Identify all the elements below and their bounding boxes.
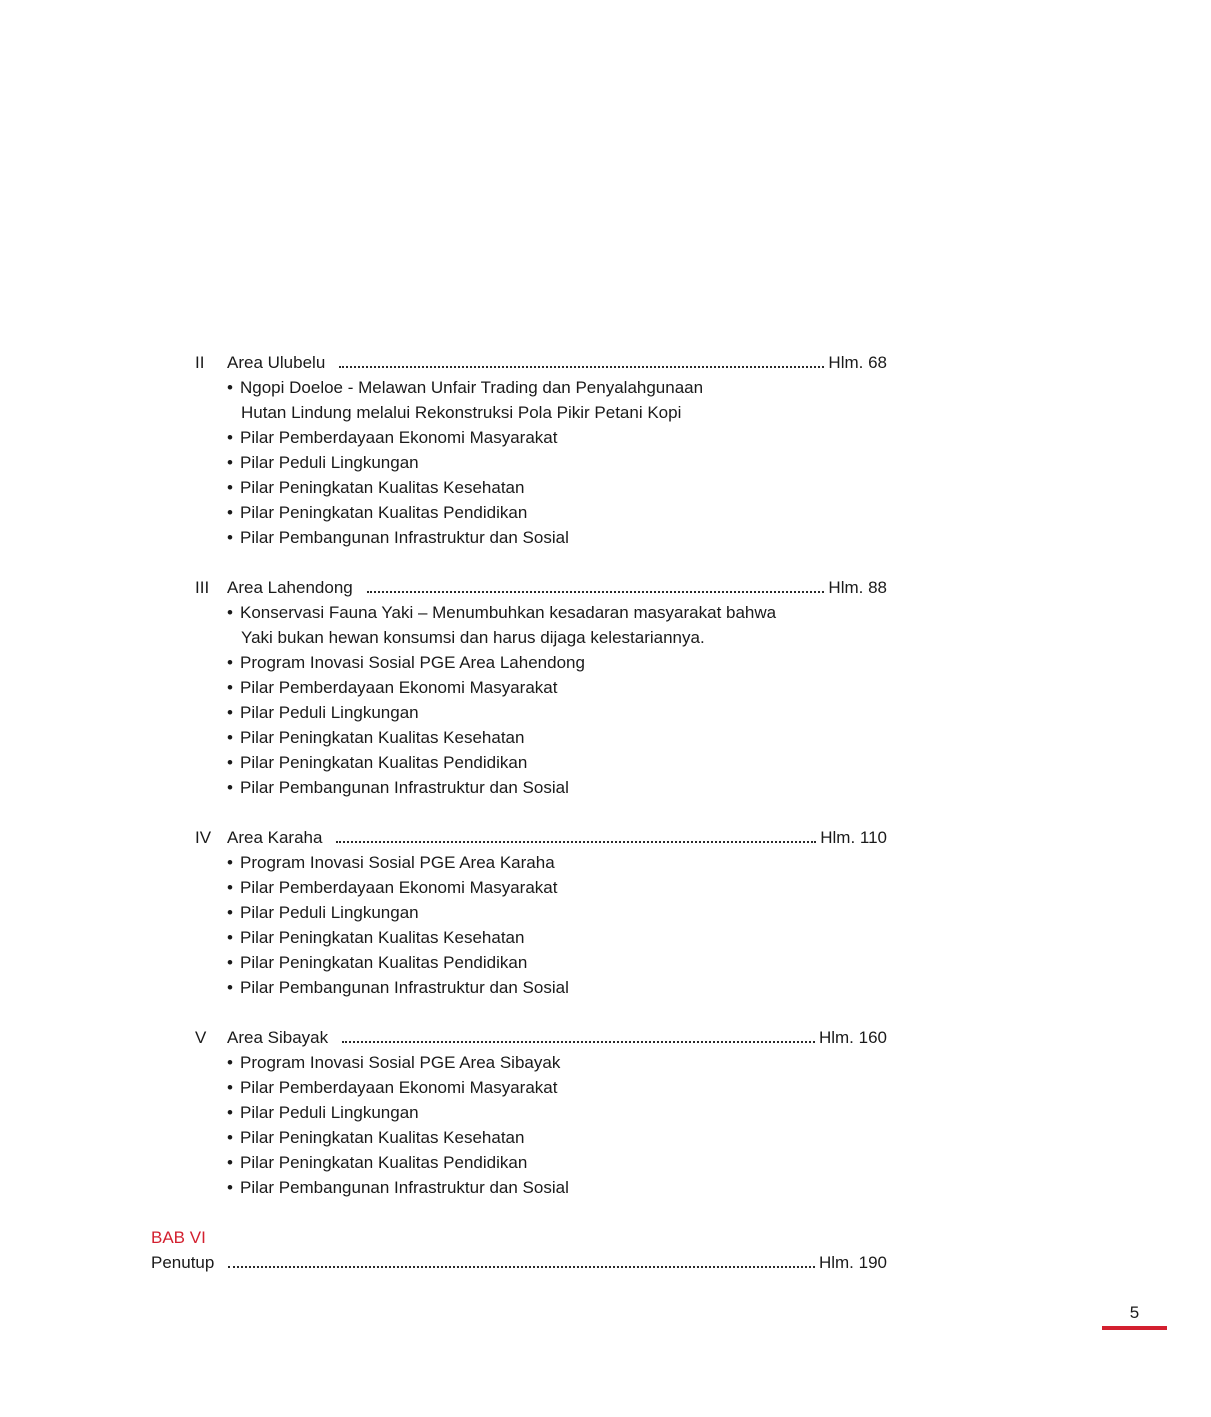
- section-numeral: III: [195, 578, 210, 597]
- bullet-icon: •: [227, 1053, 233, 1072]
- page-number: 5: [1129, 1303, 1140, 1322]
- bab-label: BAB VI: [151, 1228, 206, 1247]
- toc-item-text: Pilar Pembangunan Infrastruktur dan Sosial: [240, 978, 569, 997]
- section-heading: [195, 575, 887, 600]
- toc-item-text: Pilar Peningkatan Kualitas Kesehatan: [240, 728, 525, 747]
- toc-list-item: [195, 975, 887, 1000]
- toc-section: [195, 350, 887, 550]
- toc-list-item: [195, 850, 887, 875]
- section-title: Area Lahendong: [227, 578, 353, 597]
- bullet-icon: •: [227, 428, 233, 447]
- bab-page-ref: Hlm. 190: [818, 1253, 887, 1272]
- toc-item-text: Program Inovasi Sosial PGE Area Lahendong: [240, 653, 585, 672]
- toc-item-text: Pilar Peningkatan Kualitas Kesehatan: [240, 478, 525, 497]
- bab-title: Penutup: [151, 1253, 215, 1272]
- toc-list-item: [195, 725, 887, 750]
- toc-item-text: Pilar Peduli Lingkungan: [240, 453, 419, 472]
- section-page-ref: Hlm. 110: [820, 828, 887, 847]
- toc-list-item: [195, 650, 887, 675]
- toc-list-item: [195, 425, 887, 450]
- toc-item-text: Pilar Peduli Lingkungan: [240, 1103, 419, 1122]
- toc-list-item: [195, 500, 887, 525]
- bullet-icon: •: [227, 1128, 233, 1147]
- toc-item-text: Pilar Pemberdayaan Ekonomi Masyarakat: [240, 1078, 558, 1097]
- toc-list-item: [195, 475, 887, 500]
- dot-leader: [228, 1265, 815, 1268]
- toc-item-text: Pilar Peningkatan Kualitas Kesehatan: [240, 928, 525, 947]
- bullet-icon: •: [227, 528, 233, 547]
- toc-list-item: [195, 1175, 887, 1200]
- toc-item-text: Program Inovasi Sosial PGE Area Karaha: [240, 853, 555, 872]
- bullet-icon: •: [227, 678, 233, 697]
- toc-item-text: Pilar Peningkatan Kualitas Pendidikan: [240, 753, 528, 772]
- bab-vi-block: [151, 1225, 887, 1275]
- toc-item-text: Konservasi Fauna Yaki – Menumbuhkan kesadaran masyarakat bahwa: [240, 603, 777, 622]
- bullet-icon: •: [227, 603, 233, 622]
- toc-item-text: Hutan Lindung melalui Rekonstruksi Pola Pikir Petani Kopi: [241, 403, 682, 422]
- bullet-icon: •: [227, 1078, 233, 1097]
- toc-list-item: [195, 925, 887, 950]
- toc-list-item: [195, 950, 887, 975]
- toc-item-text: Pilar Pemberdayaan Ekonomi Masyarakat: [240, 428, 558, 447]
- toc-item-text: Pilar Peduli Lingkungan: [240, 903, 419, 922]
- bullet-icon: •: [227, 378, 233, 397]
- page-number-accent-bar: [1102, 1326, 1167, 1330]
- bullet-icon: •: [227, 453, 233, 472]
- toc-list-item: [195, 900, 887, 925]
- section-heading: [195, 1025, 887, 1050]
- toc-section: [195, 575, 887, 800]
- toc-item-text: Pilar Peningkatan Kualitas Pendidikan: [240, 503, 528, 522]
- section-numeral: II: [195, 353, 205, 372]
- bullet-icon: •: [227, 978, 233, 997]
- toc-list-item-continuation: [195, 625, 887, 650]
- toc-list-item: [195, 525, 887, 550]
- bullet-icon: •: [227, 778, 233, 797]
- bullet-icon: •: [227, 928, 233, 947]
- toc-section: [195, 825, 887, 1000]
- toc-item-text: Pilar Pembangunan Infrastruktur dan Sosial: [240, 528, 569, 547]
- dot-leader: [342, 1040, 815, 1043]
- toc-list-item-continuation: [195, 400, 887, 425]
- section-numeral: V: [195, 1028, 207, 1047]
- toc-list-item: [195, 1150, 887, 1175]
- toc-item-text: Pilar Pemberdayaan Ekonomi Masyarakat: [240, 678, 558, 697]
- toc-list-item: [195, 375, 887, 400]
- bullet-icon: •: [227, 878, 233, 897]
- bullet-icon: •: [227, 503, 233, 522]
- bullet-icon: •: [227, 703, 233, 722]
- toc-item-text: Pilar Peningkatan Kualitas Pendidikan: [240, 1153, 528, 1172]
- toc-list-item: [195, 450, 887, 475]
- toc-list-item: [195, 1125, 887, 1150]
- toc-list-item: [195, 875, 887, 900]
- toc-item-text: Pilar Peningkatan Kualitas Kesehatan: [240, 1128, 525, 1147]
- toc-list-item: [195, 700, 887, 725]
- section-heading: [195, 825, 887, 850]
- toc-item-text: Pilar Pembangunan Infrastruktur dan Sosial: [240, 778, 569, 797]
- toc-section: [195, 1025, 887, 1200]
- toc-list-item: [195, 1050, 887, 1075]
- section-title: Area Ulubelu: [227, 353, 326, 372]
- bullet-icon: •: [227, 853, 233, 872]
- section-numeral: IV: [195, 828, 212, 847]
- bullet-icon: •: [227, 953, 233, 972]
- dot-leader: [339, 365, 824, 368]
- toc-item-text: Pilar Peningkatan Kualitas Pendidikan: [240, 953, 528, 972]
- toc-list-item: [195, 1075, 887, 1100]
- bullet-icon: •: [227, 653, 233, 672]
- toc-list-item: [195, 775, 887, 800]
- section-page-ref: Hlm. 88: [828, 578, 887, 597]
- bullet-icon: •: [227, 753, 233, 772]
- bullet-icon: •: [227, 1153, 233, 1172]
- section-page-ref: Hlm. 68: [828, 353, 887, 372]
- dot-leader: [367, 590, 825, 593]
- bab-entry: [151, 1250, 887, 1275]
- toc-list-item: [195, 1100, 887, 1125]
- bullet-icon: •: [227, 1103, 233, 1122]
- dot-leader: [336, 840, 816, 843]
- toc-item-text: Pilar Peduli Lingkungan: [240, 703, 419, 722]
- section-page-ref: Hlm. 160: [818, 1028, 887, 1047]
- toc-item-text: Pilar Pembangunan Infrastruktur dan Sosial: [240, 1178, 569, 1197]
- toc-item-text: Program Inovasi Sosial PGE Area Sibayak: [240, 1053, 561, 1072]
- toc-list-item: [195, 675, 887, 700]
- bullet-icon: •: [227, 903, 233, 922]
- section-heading: [195, 350, 887, 375]
- section-title: Area Karaha: [227, 828, 323, 847]
- toc-list-item: [195, 600, 887, 625]
- section-title: Area Sibayak: [227, 1028, 329, 1047]
- bullet-icon: •: [227, 728, 233, 747]
- toc-item-text: Ngopi Doeloe - Melawan Unfair Trading dan Penyalahgunaan: [240, 378, 704, 397]
- toc-item-text: Yaki bukan hewan konsumsi dan harus dijaga kelestariannya.: [241, 628, 705, 647]
- toc-list-item: [195, 750, 887, 775]
- bullet-icon: •: [227, 1178, 233, 1197]
- toc-item-text: Pilar Pemberdayaan Ekonomi Masyarakat: [240, 878, 558, 897]
- bullet-icon: •: [227, 478, 233, 497]
